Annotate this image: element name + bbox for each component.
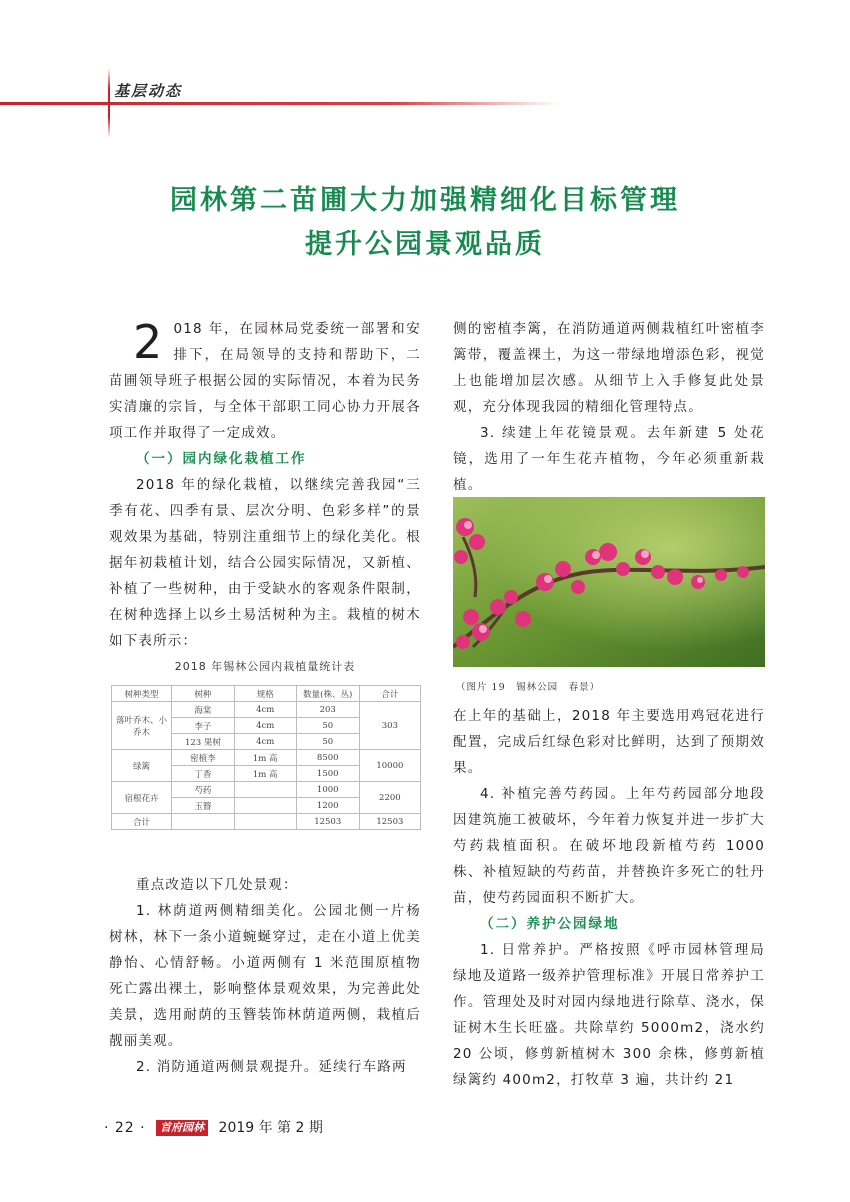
table-cell: 1200: [296, 798, 359, 814]
article-title-line1: 园林第二苗圃大力加强精细化目标管理: [170, 185, 680, 216]
table-cell: 2200: [359, 782, 420, 814]
table-cell: 4cm: [234, 734, 296, 750]
left-column-lower: [109, 872, 421, 1080]
table-cell: 50: [296, 718, 359, 734]
table-cell: 10000: [359, 750, 420, 782]
table-row: [112, 702, 421, 718]
table-header: 树种: [172, 686, 235, 702]
photo-caption: （图片 19 锡林公园 春景）: [456, 682, 601, 693]
table-cell: [234, 782, 296, 798]
right-column-lower: [453, 703, 765, 1093]
right-column: [453, 316, 765, 498]
table-cell: 密植李: [172, 750, 235, 766]
table-cell: 绿篱: [112, 750, 172, 782]
table-cell: 1m 高: [234, 766, 296, 782]
table-sum-row: [112, 814, 421, 830]
table-header: 合计: [359, 686, 420, 702]
table-cell: 12503: [359, 814, 420, 830]
table-cell: 丁香: [172, 766, 235, 782]
table-cell: 4cm: [234, 718, 296, 734]
page-footer: [104, 1117, 323, 1137]
dropcap: 2: [133, 315, 164, 369]
table-cell: 8500: [296, 750, 359, 766]
table-header: 规格: [234, 686, 296, 702]
issue-label: 2019 年 第 2 期: [218, 1120, 323, 1136]
table-cell: 12503: [296, 814, 359, 830]
subheading-1: （一）园内绿化栽植工作: [136, 451, 307, 467]
table-cell: 玉簪: [172, 798, 235, 814]
table-header: 树种类型: [112, 686, 172, 702]
table-cell: 4cm: [234, 702, 296, 718]
paragraph: 侧的密植李篱，在消防通道两侧栽植红叶密植李篱带，覆盖裸土，为这一带绿地增添色彩，视觉上也能增加层次感。从细节上入手修复此处景观，充分体现我园的精细化管理特点。: [453, 321, 765, 415]
header-rule-vertical: [108, 68, 110, 138]
table-header-row: [112, 686, 421, 702]
table-cell: 303: [359, 702, 420, 750]
table-cell: 合计: [112, 814, 172, 830]
magazine-logo: 首府园林: [156, 1120, 208, 1136]
article-title-line2: 提升公园景观品质: [305, 229, 545, 260]
subheading-2: （二）养护公园绿地: [480, 916, 620, 932]
table-cell: 203: [296, 702, 359, 718]
paragraph: 1. 日常养护。严格按照《呼市园林管理局绿地及道路一级养护管理标准》开展日常养护工作。管理处及时对园内绿地进行除草、浇水，保证树木生长旺盛。共除草约 5000m2，浇水约 20 公顷，修剪新植树木 300 余株，修剪新植绿篱约 400m2，打牧草 3 遍，共计约 21: [453, 942, 765, 1088]
table-cell: [234, 798, 296, 814]
table-cell: 50: [296, 734, 359, 750]
intro-paragraph: [109, 316, 421, 446]
table-cell: 落叶乔木、小乔木: [112, 702, 172, 750]
table-title: 2018 年锡林公园内栽植量统计表: [174, 660, 356, 673]
table-cell: 芍药: [172, 782, 235, 798]
table-cell: 李子: [172, 718, 235, 734]
paragraph: 2018 年的绿化栽植，以继续完善我园“三季有花、四季有景、层次分明、色彩多样”的景观效果为基础，特别注重细节上的绿化美化。根据年初栽植计划，结合公园实际情况，又新植、补植了一些树种，由于受缺水的客观条件限制，在树种选择上以乡土易活树种为主。栽植的树木如下表所示：: [109, 477, 421, 649]
table-cell: 1500: [296, 766, 359, 782]
left-column: [109, 316, 421, 654]
paragraph: 4. 补植完善芍药园。上年芍药园部分地段因建筑施工被破坏，今年着力恢复并进一步扩大芍药栽植面积。在破坏地段新植芍药 1000 株、补植短缺的芍药苗，并替换许多死亡的牡丹苗，使芍药园面积不断扩大。: [453, 786, 765, 906]
paragraph: 3. 续建上年花镜景观。去年新建 5 处花镜，选用了一年生花卉植物，今年必须重新栽植。: [453, 425, 765, 493]
table-cell: 宿根花卉: [112, 782, 172, 814]
paragraph: 重点改造以下几处景观：: [136, 877, 298, 893]
table-row: [112, 750, 421, 766]
paragraph: 在上年的基础上，2018 年主要选用鸡冠花进行配置，完成后红绿色彩对比鲜明，达到了预期效果。: [453, 708, 765, 776]
table-cell: 1m 高: [234, 750, 296, 766]
table-cell: [172, 814, 235, 830]
page-number: · 22 ·: [104, 1120, 146, 1136]
table-row: [112, 782, 421, 798]
section-label: 基层动态: [114, 82, 183, 100]
paragraph: 1. 林荫道两侧精细美化。公园北侧一片杨树林，林下一条小道蜿蜒穿过，走在小道上优美静怡、心情舒畅。小道两侧有 1 米范围原植物死亡露出裸土，影响整体景观效果，为完善此处美景，选用耐荫的玉簪装饰林荫道两侧，栽植后靓丽美观。: [109, 903, 421, 1049]
blossom-photo: [453, 497, 765, 667]
table-cell: [234, 814, 296, 830]
table-cell: 1000: [296, 782, 359, 798]
intro-text: 018 年，在园林局党委统一部署和安排下，在局领导的支持和帮助下，二苗圃领导班子根据公园的实际情况，本着为民务实清廉的宗旨，与全体干部职工同心协力开展各项工作并取得了一定成效。: [109, 321, 421, 441]
table-header: 数量(株、丛): [296, 686, 359, 702]
planting-table: [111, 685, 421, 830]
paragraph: 2. 消防通道两侧景观提升。延续行车路两: [136, 1059, 407, 1075]
header-rule: [0, 102, 560, 105]
table-cell: 海棠: [172, 702, 235, 718]
table-cell: 123 果树: [172, 734, 235, 750]
